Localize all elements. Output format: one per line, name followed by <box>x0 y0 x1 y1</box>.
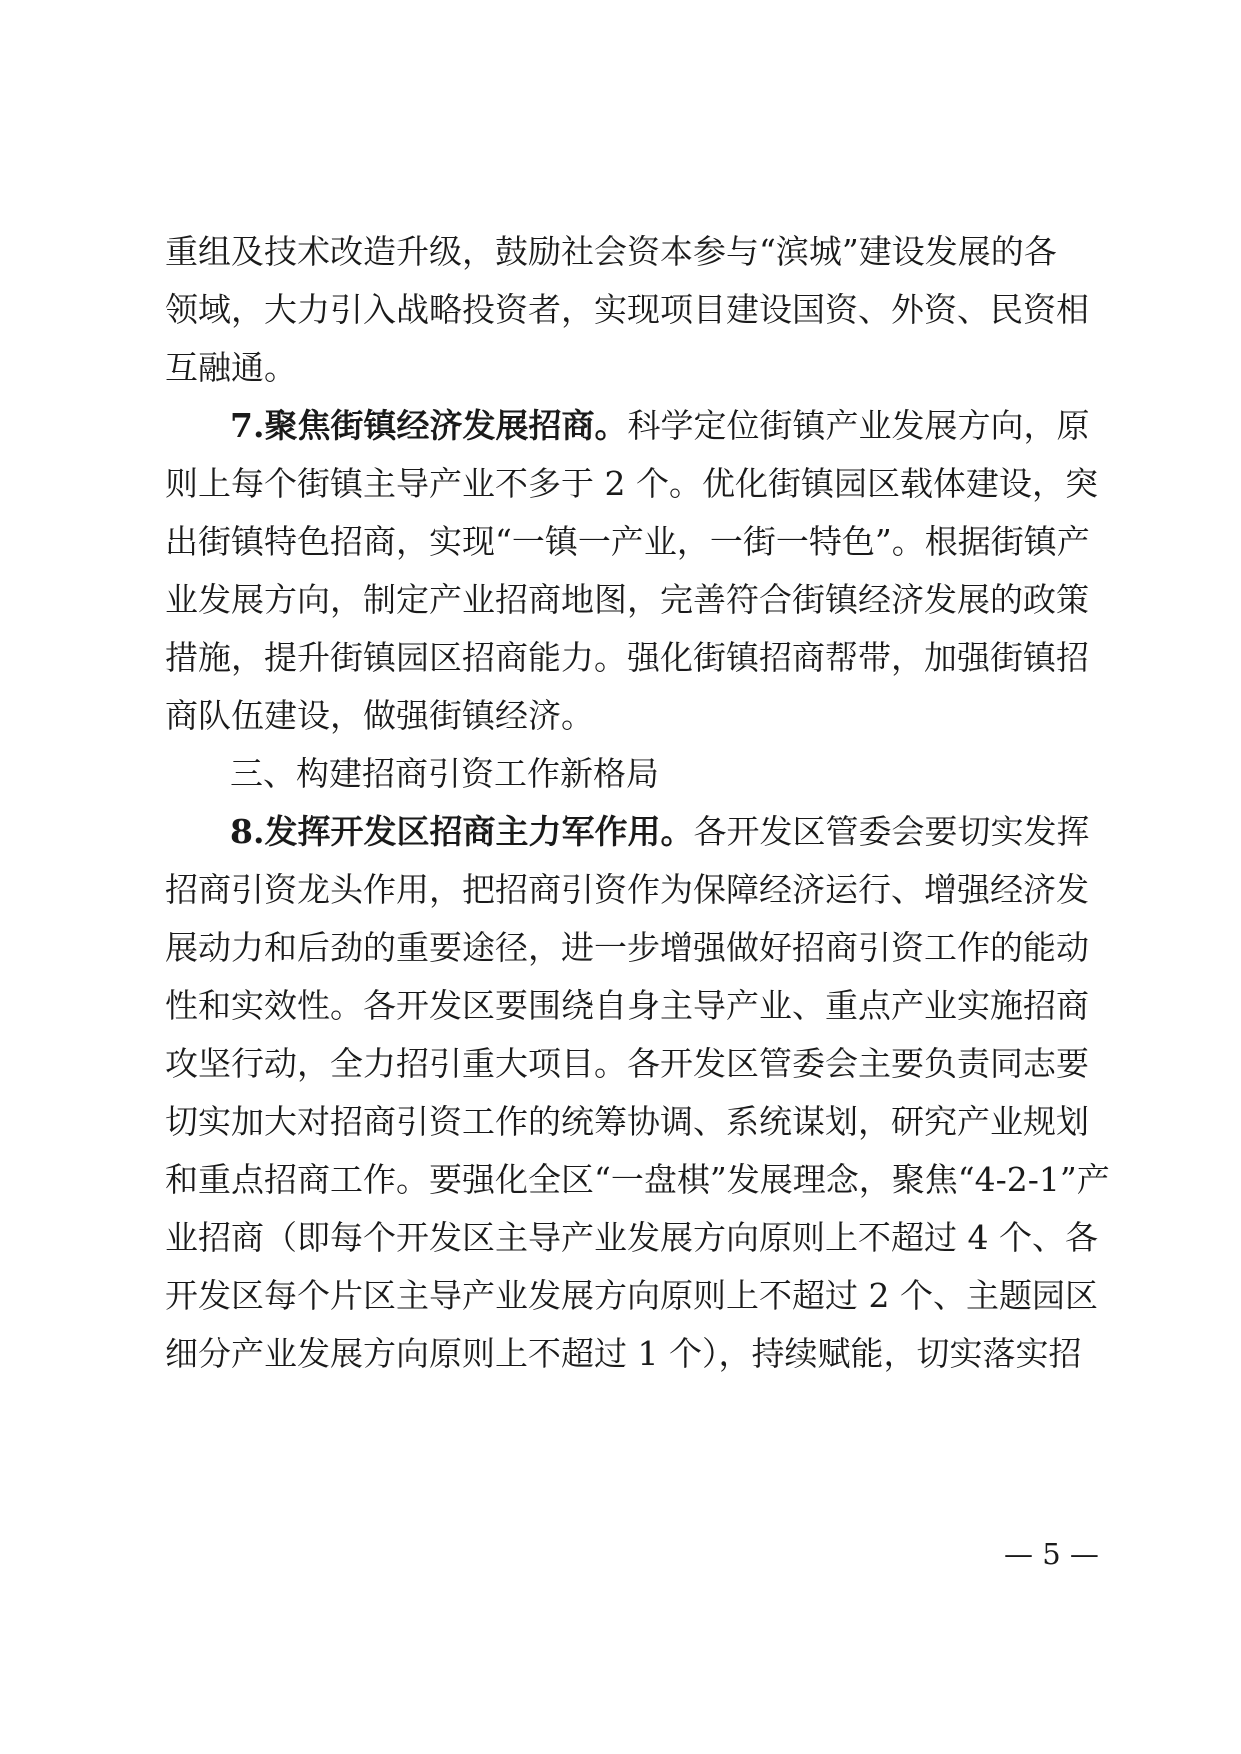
paragraph-line: 出街镇特色招商，实现“一镇一产业，一街一特色”。根据街镇产 <box>165 522 1090 561</box>
paragraph-line: 业发展方向，制定产业招商地图，完善符合街镇经济发展的政策 <box>165 580 1089 619</box>
paragraph-first-line <box>230 406 1089 446</box>
paragraph-line: 重组及技术改造升级，鼓励社会资本参与“滨城”建设发展的各 <box>165 232 1057 271</box>
page-number: — 5 — <box>1004 1537 1099 1571</box>
item-text: 科学定位街镇产业发展方向，原 <box>627 406 1090 445</box>
paragraph-line: 互融通。 <box>165 348 297 387</box>
paragraph-line: 则上每个街镇主导产业不多于 2 个。优化街镇园区载体建设，突 <box>165 464 1098 503</box>
section-heading: 三、构建招商引资工作新格局 <box>230 754 659 793</box>
paragraph-line: 和重点招商工作。要强化全区“一盘棋”发展理念，聚焦“4-2-1”产 <box>165 1160 1110 1199</box>
paragraph-line: 业招商（即每个开发区主导产业发展方向原则上不超过 4 个、各 <box>165 1218 1098 1257</box>
item-heading: 8.发挥开发区招商主力军作用。 <box>230 812 694 851</box>
paragraph-first-line <box>230 812 1089 852</box>
item-text: 各开发区管委会要切实发挥 <box>693 812 1090 851</box>
paragraph-line: 切实加大对招商引资工作的统筹协调、系统谋划，研究产业规划 <box>165 1102 1089 1141</box>
paragraph-line: 攻坚行动，全力招引重大项目。各开发区管委会主要负责同志要 <box>165 1044 1089 1083</box>
paragraph-line: 招商引资龙头作用，把招商引资作为保障经济运行、增强经济发 <box>165 870 1089 909</box>
paragraph-line: 细分产业发展方向原则上不超过 1 个），持续赋能，切实落实招 <box>165 1334 1082 1373</box>
paragraph-line: 展动力和后劲的重要途径，进一步增强做好招商引资工作的能动 <box>165 928 1089 967</box>
paragraph-line: 商队伍建设，做强街镇经济。 <box>165 696 594 735</box>
paragraph-line: 开发区每个片区主导产业发展方向原则上不超过 2 个、主题园区 <box>165 1276 1098 1315</box>
paragraph-line: 性和实效性。各开发区要围绕自身主导产业、重点产业实施招商 <box>165 986 1089 1025</box>
item-heading: 7.聚焦街镇经济发展招商。 <box>230 406 628 445</box>
paragraph-line: 领域，大力引入战略投资者，实现项目建设国资、外资、民资相 <box>165 290 1089 329</box>
paragraph-line: 措施，提升街镇园区招商能力。强化街镇招商帮带，加强街镇招 <box>165 638 1089 677</box>
